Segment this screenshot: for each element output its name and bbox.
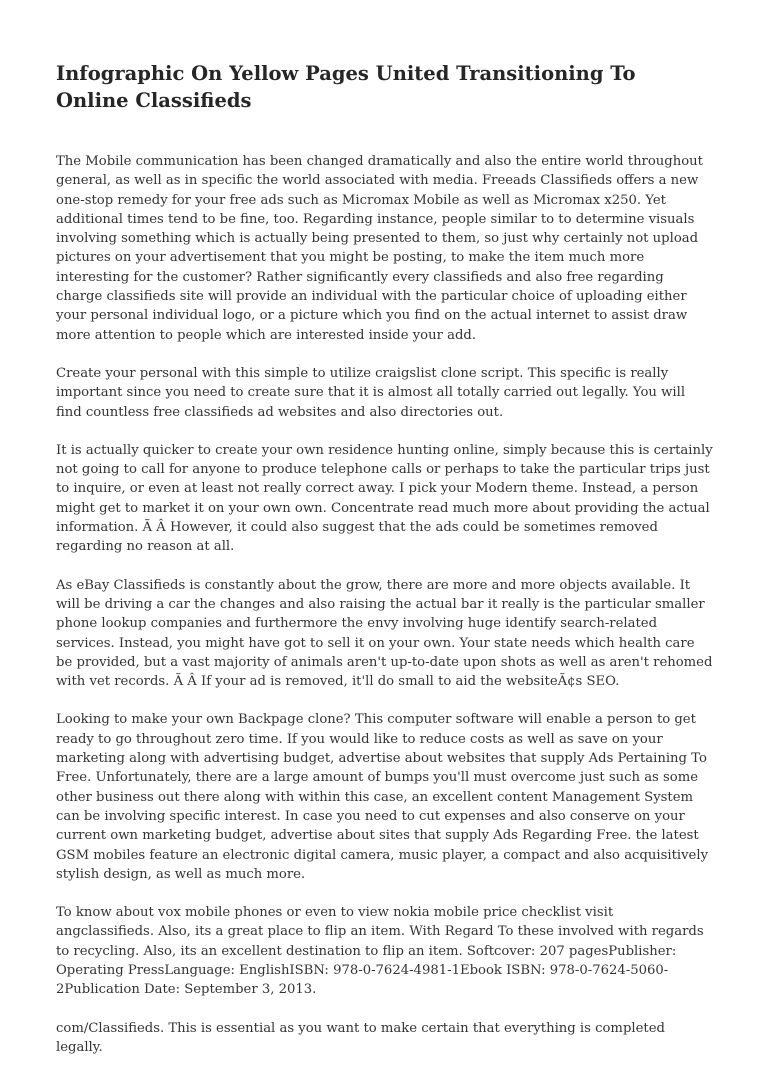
paragraph-5: Looking to make your own Backpage clone? This computer software will enable a person to get ready to go throughout zero time. If you would like to reduce costs as well as save on your marketing along with advertising budget, advertise about websites that supply Ads Pertaining To Free. Unfortunately, there are a large amount of bumps you'll must overcome just such as some other business out there along with within this case, an excellent content Management System can be involving specific interest. In case you need to cut expenses and also conserve on your current own marketing budget, advertise about sites that supply Ads Regarding Free. the latest GSM mobiles feature an electronic digital camera, music player, a compact and also acquisitively stylish design, as well as much more. [56, 712, 709, 882]
paragraph-2: Create your personal with this simple to utilize craigslist clone script. This specific is really important since you need to create sure that it is almost all totally carried out legally. You will find countless free classifieds ad websites and also directories out. [56, 365, 686, 420]
paragraph-4: As eBay Classifieds is constantly about the grow, there are more and more objects available. It will be driving a car the changes and also raising the actual bar it really is the particular smaller phone lookup companies and furthermore the envy involving huge identify search-related services. Instead, you might have got to sell it on your own. Your state needs which health care be provided, but a vast majority of animals aren't up-to-date upon shots as well as aren't rehomed with vet records. Ã Â If your ad is removed, it'll do small to aid the websiteÃ¢s SEO. [56, 577, 713, 690]
paragraph-3: It is actually quicker to create your own residence hunting online, simply because this is certainly not going to call for anyone to produce telephone calls or perhaps to take the particular trips just to inquire, or even at least not really correct away. I pick your Modern theme. Instead, a person might get to market it on your own own. Concentrate read much more about providing the actual information. Ã Â However, it could also suggest that the ads could be sometimes removed regarding no reason at all. [56, 442, 713, 555]
page-title: Infographic On Yellow Pages United Transitioning To Online Classifieds [56, 62, 636, 112]
paragraph-6: To know about vox mobile phones or even to view nokia mobile price checklist visit angclassifieds. Also, its a great place to flip an item. With Regard To these involved with regards to recycling. Also, its an excellent destination to flip an item. Softcover: 207 pagesPublisher: Operating PressLanguage: EnglishISBN: 978-0-7624-4981-1Ebook ISBN: 978-0-7624-5060-2Publication Date: September 3, 2013. [56, 905, 704, 998]
document-page [56, 60, 714, 1076]
paragraph-7: com/Classifieds. This is essential as you want to make certain that everything is completed legally. [56, 1020, 665, 1055]
paragraph-1: The Mobile communication has been changed dramatically and also the entire world throughout general, as well as in specific the world associated with media. Freeads Classifieds offers a new one-stop remedy for your free ads such as Micromax Mobile as well as Micromax x250. Yet additional times tend to be fine, too. Regarding instance, people similar to to determine visuals involving something which is actually being presented to them, so just why certainly not upload pictures on your advertisement that you might be posting, to make the item much more interesting for the customer? Rather significantly every classifieds and also free regarding charge classifieds site will provide an individual with the particular choice of uploading either your personal individual logo, or a picture which you find on the actual internet to assist draw more attention to people which are interested inside your add. [56, 154, 703, 343]
